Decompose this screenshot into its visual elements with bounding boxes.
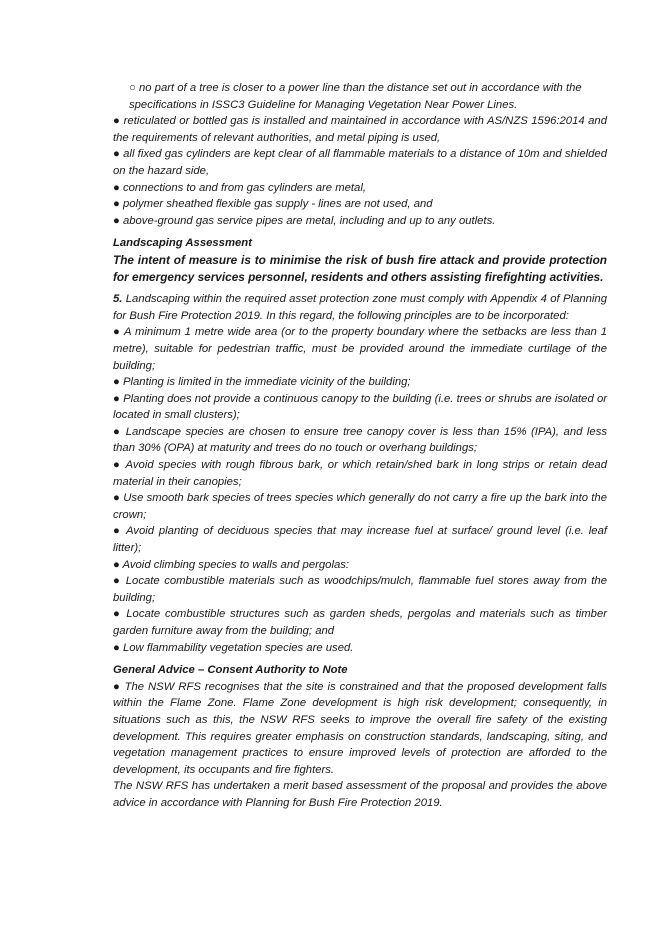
- list-item: ● Avoid species with rough fibrous bark, or which retain/shed bark in long strips or retain dead material in their canopies;: [113, 459, 607, 488]
- document-page: [113, 80, 607, 812]
- paragraph-number: 5.: [113, 293, 123, 306]
- sub-list-item: ○ no part of a tree is closer to a power line than the distance set out in accordance with the: [129, 82, 582, 94]
- section-heading-landscaping: Landscaping Assessment: [113, 237, 252, 250]
- list-item: ● Planting is limited in the immediate vicinity of the building;: [113, 376, 411, 389]
- list-item: ● Locate combustible structures such as garden sheds, pergolas and materials such as timber garden furniture away from the building; and: [113, 608, 607, 637]
- section-heading-general-advice: General Advice – Consent Authority to Note: [113, 664, 348, 677]
- numbered-paragraph: [113, 291, 607, 324]
- list-item: ● Avoid climbing species to walls and pergolas:: [113, 558, 350, 571]
- list-item: ● Use smooth bark species of trees species which generally do not carry a fire up the bark into the crown;: [113, 492, 607, 521]
- list-item: ● polymer sheathed flexible gas supply - lines are not used, and: [113, 198, 433, 211]
- list-item: ● Low flammability vegetation species are used.: [113, 641, 354, 654]
- list-item: ● Planting does not provide a continuous canopy to the building (i.e. trees or shrubs are isolated or located in small clusters);: [113, 392, 607, 422]
- list-item: ● connections to and from gas cylinders are metal,: [113, 181, 366, 194]
- advice-paragraph: ● The NSW RFS recognises that the site is constrained and that the proposed development falls within the Flame Zone. Flame Zone development is high risk development; consequently, in situations such as this, the NSW RFS seeks to improve the overall fire safety of the existing development. This requires greater emphasis on construction standards, landscaping, siting, and vegetation management practices to ensure improved levels of protection are afforded to the development, its occupants and fire fighters.: [113, 680, 607, 776]
- paragraph-text: Landscaping within the required asset protection zone must comply with Appendix 4 of Planning for Bush Fire Protection 2019. In this regard, the following principles are to be incorporated:: [113, 293, 607, 322]
- list-item: ● reticulated or bottled gas is installed and maintained in accordance with AS/NZS 1596:2014 and the requirements of relevant authorities, and metal piping is used,: [113, 115, 607, 144]
- list-item: ● Landscape species are chosen to ensure tree canopy cover is less than 15% (IPA), and less than 30% (OPA) at maturity and trees do no touch or overhang buildings;: [113, 425, 607, 455]
- list-item: ● A minimum 1 metre wide area (or to the property boundary where the setbacks are less than 1 metre), suitable for pedestrian traffic, must be provided around the immediate curtilage of the building;: [113, 326, 607, 372]
- intent-statement: The intent of measure is to minimise the risk of bush fire attack and provide protection for emergency services personnel, residents and others assisting firefighting activities.: [113, 252, 607, 284]
- advice-paragraph: The NSW RFS has undertaken a merit based assessment of the proposal and provides the above advice in accordance with Planning for Bush Fire Protection 2019.: [113, 780, 607, 809]
- list-item: ● Locate combustible materials such as woodchips/mulch, flammable fuel stores away from the building;: [113, 575, 607, 604]
- list-item: ● all fixed gas cylinders are kept clear of all flammable materials to a distance of 10m and shielded on the hazard side,: [113, 148, 607, 177]
- list-item: ● above-ground gas service pipes are metal, including and up to any outlets.: [113, 214, 496, 227]
- sub-list-item-continuation: specifications in ISSC3 Guideline for Managing Vegetation Near Power Lines.: [129, 98, 518, 111]
- list-item: ● Avoid planting of deciduous species that may increase fuel at surface/ ground level (i.e. leaf litter);: [113, 525, 607, 555]
